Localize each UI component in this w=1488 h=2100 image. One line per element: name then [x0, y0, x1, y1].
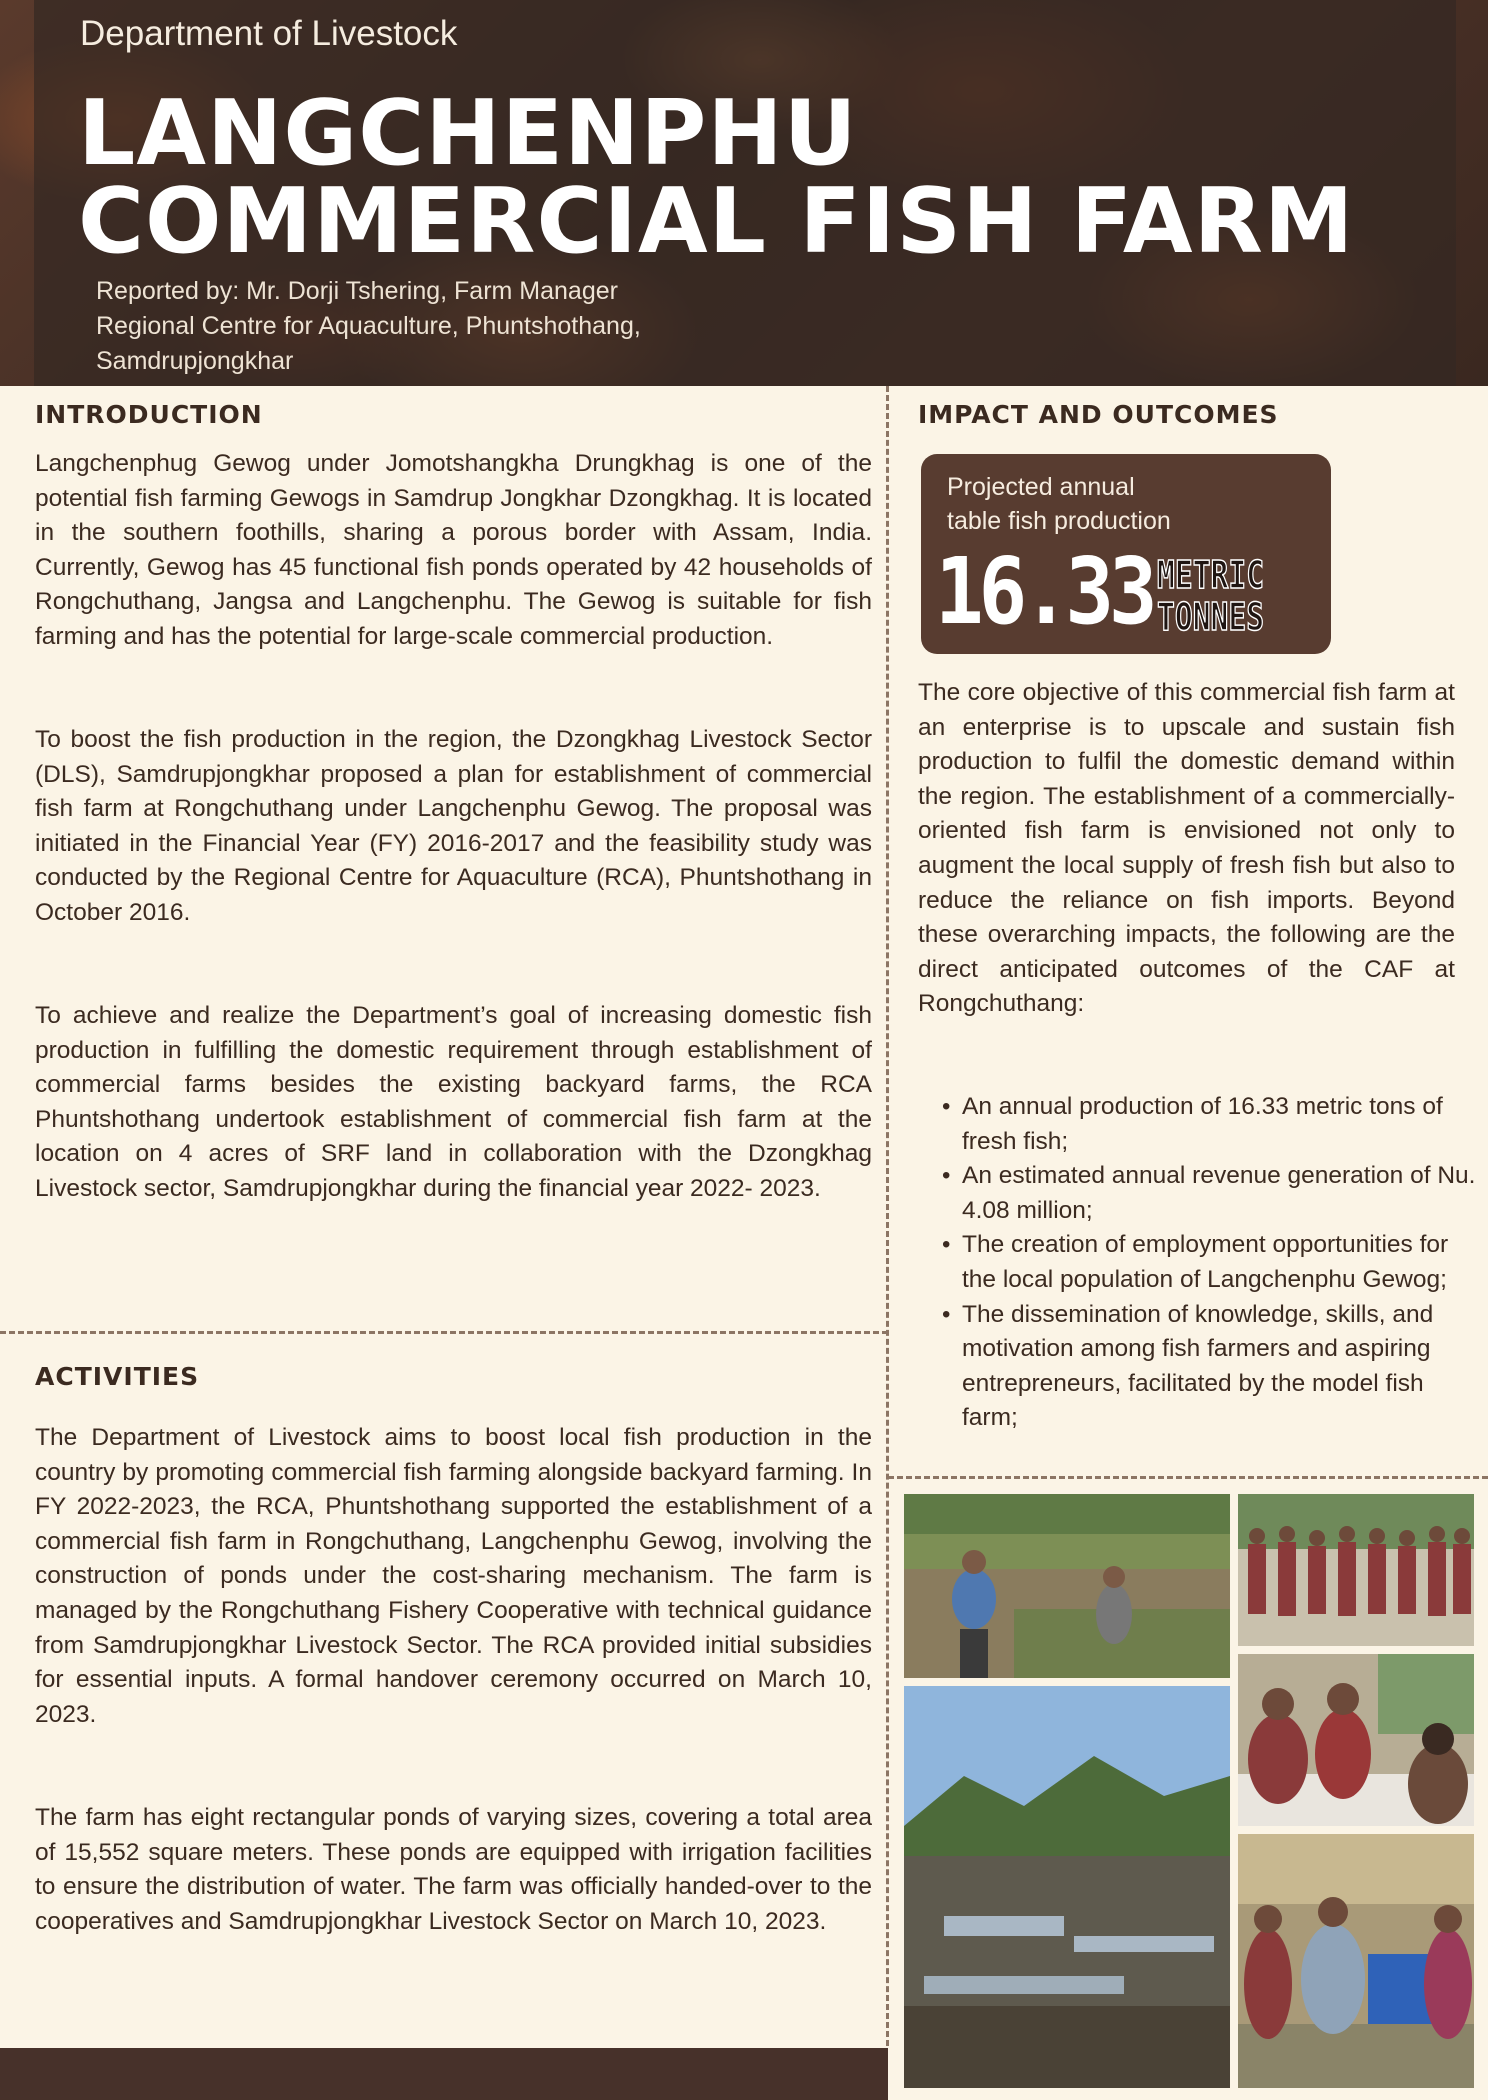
column-divider — [886, 386, 889, 2046]
introduction-heading: INTRODUCTION — [35, 400, 263, 429]
footer-bar — [0, 2048, 888, 2100]
section-divider-right — [888, 1476, 1488, 1479]
stat-unit-line-2: TONNES — [1157, 595, 1265, 639]
list-item — [922, 1159, 1482, 1228]
header-banner — [0, 0, 1488, 386]
reported-line-3: Samdrupjongkhar — [96, 347, 294, 375]
activities-paragraph-2: The farm has eight rectangular ponds of varying sizes, covering a total area of 15,552 square meters. These ponds are equipped with irrigation facilities to ensure the distribution of water. The farm was officially handed-over to the cooperatives and Samdrupjongkhar Livestock Sector on March 10, 2023. — [35, 1804, 872, 1935]
bullet-dot-icon: • — [942, 1231, 951, 1259]
intro-paragraph-3: To achieve and realize the Department’s goal of increasing domestic fish production in fulfilling the domestic requirement through establishment of commercial farms besides the existing backyard farms, the RCA Phuntshothang undertook establishment of commercial fish farm at the location on 4 acres of SRF land in collaboration with the Dzongkhag Livestock sector, Samdrupjongkhar during the financial year 2022- 2023. — [35, 1002, 872, 1202]
stat-caption — [947, 470, 1247, 538]
reported-line-2: Regional Centre for Aquaculture, Phuntshothang, — [96, 312, 641, 340]
intro-paragraph-2: To boost the fish production in the region, the Dzongkhag Livestock Sector (DLS), Samdrupjongkhar proposed a plan for establishment of commercial fish farm at Rongchuthang under Langchenphu Gewog. The proposal was initiated in the Financial Year (FY) 2016-2017 and the feasibility study was conducted by the Regional Centre for Aquaculture (RCA), Phuntshothang in October 2016. — [35, 726, 872, 926]
reported-by — [96, 274, 641, 379]
photo-signing — [1238, 1654, 1474, 1826]
stat-unit — [1157, 554, 1282, 638]
impact-heading: IMPACT AND OUTCOMES — [918, 400, 1279, 429]
bullet-dot-icon: • — [942, 1093, 951, 1120]
photo-group — [1238, 1494, 1474, 1646]
intro-paragraph-1: Langchenphug Gewog under Jomotshangkha Drungkhag is one of the potential fish farming Gewogs in Samdrup Jongkhar Dzongkhag. It is located in the southern foothills, sharing a porous border with Assam, India. Currently, Gewog has 45 functional fish ponds operated by 42 households of Rongchuthang, Jangsa and Langchenphu. The Gewog is suitable for fish farming and has the potential for large-scale commercial production. — [35, 450, 872, 650]
activities-heading: ACTIVITIES — [35, 1362, 200, 1391]
outcomes-list — [922, 1090, 1482, 1436]
section-divider-left — [0, 1331, 888, 1334]
stat-value: 16.33 — [935, 538, 1153, 645]
stat-unit-line-1: METRIC — [1157, 553, 1265, 597]
department-label: Department of Livestock — [80, 14, 458, 53]
list-item — [922, 1298, 1482, 1436]
reported-line-1: Reported by: Mr. Dorji Tshering, Farm Manager — [96, 277, 618, 305]
bullet-dot-icon: • — [942, 1162, 951, 1190]
list-item — [922, 1228, 1482, 1297]
bullet-dot-icon: • — [942, 1300, 951, 1328]
photo-pond-construction — [904, 1686, 1230, 2088]
production-stat-box — [921, 454, 1331, 654]
stat-caption-line-2: table fish production — [947, 507, 1171, 535]
activities-paragraph-1: The Department of Livestock aims to boost local fish production in the country by promoting commercial fish farming alongside backyard farming. In FY 2022-2023, the RCA, Phuntshothang supported the establishment of a commercial fish farm in Rongchuthang, Langchenphu Gewog, involving the construction of ponds under the cost-sharing mechanism. The farm is managed by the Rongchuthang Fishery Cooperative with technical guidance from Samdrupjongkhar Livestock Sector. The RCA provided initial subsidies for essential inputs. A formal handover ceremony occurred on March 10, 2023. — [35, 1424, 872, 1728]
title-line-1: LANGCHENPHU — [78, 81, 858, 186]
outcome-text: An estimated annual revenue generation of Nu. 4.08 million; — [962, 1162, 1476, 1224]
photo-farmers-at-pond — [904, 1494, 1230, 1678]
outcome-text: The creation of employment opportunities for the local population of Langchenphu Gewog; — [962, 1231, 1449, 1293]
photo-meeting — [1238, 1834, 1474, 2088]
list-item — [922, 1090, 1482, 1159]
outcome-text: The dissemination of knowledge, skills, and motivation among fish farmers and aspiring entrepreneurs, facilitated by the model fish farm; — [962, 1300, 1434, 1432]
title-line-2: COMMERCIAL FISH FARM — [78, 169, 1355, 274]
outcome-text: An annual production of 16.33 metric tons of fresh fish; — [962, 1093, 1443, 1155]
page-title — [78, 81, 1355, 274]
impact-paragraph: The core objective of this commercial fish farm at an enterprise is to upscale and sustain fish production to fulfil the domestic demand within the region. The establishment of a commercially-oriented fish farm is envisioned not only to augment the local supply of fresh fish but also to reduce the reliance on fish imports. Beyond these overarching impacts, the following are the direct anticipated outcomes of the CAF at Rongchuthang: — [918, 679, 1455, 1018]
stat-caption-line-1: Projected annual — [947, 473, 1135, 501]
